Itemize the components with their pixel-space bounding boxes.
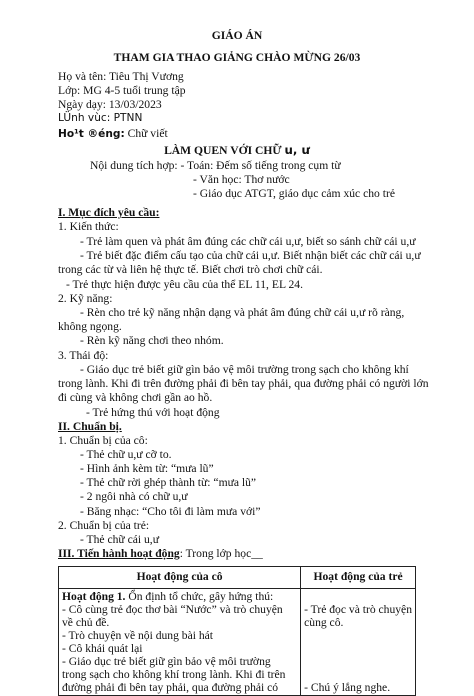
section-objectives-heading: I. Mục đích yêu cầu: (58, 206, 160, 219)
child-activity-cell (301, 589, 416, 696)
activity-line (58, 127, 168, 141)
skills-title: 2. Kỹ năng: (58, 292, 113, 305)
teacher-step-3: - Trò chuyện về nội dung bài hát (62, 629, 214, 642)
knowledge-line-4: - Trẻ thực hiện được yêu cầu của thể EL 11, EL 24. (66, 278, 303, 291)
skills-line-1: - Rèn cho trẻ kỹ năng nhận dạng và phát âm đúng chữ cái u,ư rõ ràng, (80, 306, 405, 319)
teacher-prep-item-5: - Băng nhạc: “Cho tôi đi làm mưa với” (80, 505, 261, 518)
teacher-prep-item-4: - 2 ngôi nhà có chữ u,ư (80, 490, 188, 503)
child-prep-title: 2. Chuẩn bị của trẻ: (58, 519, 150, 532)
attitude-line-4: - Trẻ hứng thú với hoạt động (86, 406, 220, 419)
class-info: Lớp: MG 4-5 tuổi trung tập (58, 84, 186, 97)
section-procedure-heading: III. Tiến hành hoạt động (58, 547, 180, 560)
activity-table (58, 566, 416, 696)
knowledge-title: 1. Kiến thức: (58, 220, 119, 233)
activity-label: Ho¹t ®éng: (58, 128, 125, 140)
document-title: GIÁO ÁN (211, 29, 263, 42)
document-subtitle: THAM GIA THAO GIẢNG CHÀO MỪNG 26/03 (113, 51, 361, 64)
teacher-prep-item-1: - Thẻ chữ u,ư cỡ to. (80, 448, 172, 461)
teacher-prep-title: 1. Chuẩn bị của cô: (58, 434, 148, 447)
teacher-prep-item-2: - Hình ảnh kèm từ: “mưa lũ” (80, 462, 214, 475)
integration-line-1: Nội dung tích hợp: - Toán: Đếm số tiếng trong cụm từ (90, 159, 341, 172)
teacher-step-2: về chủ đề. (62, 616, 110, 629)
teacher-step-4: - Cô khái quát lại (62, 642, 143, 655)
teacher-step-1: - Cô cùng trẻ đọc thơ bài “Nước” và trò chuyện (62, 603, 283, 616)
lesson-title (0, 144, 474, 157)
section-preparation-heading: II. Chuẩn bị. (58, 420, 122, 433)
table-header-row (59, 567, 416, 589)
knowledge-line-3: trong các từ và liên hệ thực tế. Biết chơi trò chơi chữ cái. (58, 263, 323, 276)
subject-field: LÜnh vùc: PTNN (58, 112, 143, 124)
teacher-prep-item-3: - Thẻ chữ rời ghép thành từ: “mưa lũ” (80, 476, 257, 489)
header-teacher-activity: Hoạt động của cô (59, 567, 301, 589)
activity-value: Chữ viết (124, 127, 168, 140)
child-prep-item-1: - Thẻ chữ cái u,ư (80, 533, 159, 546)
teacher-activity-cell (59, 589, 301, 696)
activity-1-title-rest: Ổn định tổ chức, gây hứng thú: (125, 590, 274, 603)
integration-line-2: - Văn học: Thơ nước (193, 173, 290, 186)
teacher-step-6: trong sạch cho không khí trong lành. Khi đi trên (62, 668, 286, 681)
table-row (59, 589, 416, 696)
header-child-activity: Hoạt động của trẻ (301, 567, 416, 589)
skills-line-2: không ngọng. (58, 320, 122, 333)
integration-line-3: - Giáo dục ATGT, giáo dục cảm xúc cho trẻ (193, 187, 395, 200)
teacher-step-5: - Giáo dục trẻ biết giữ gìn bảo vệ môi trường (62, 655, 271, 668)
child-step-2: cùng cô. (304, 616, 344, 629)
teacher-step-7: đường phải đi bên tay phải, qua đường phải có (62, 681, 279, 694)
attitude-line-2: trong lành. Khi đi trên đường phải đi bên tay phải, qua đường phải có người lớn (58, 377, 429, 390)
attitude-title: 3. Thái độ: (58, 349, 109, 362)
attitude-line-1: - Giáo dục trẻ biết giữ gìn bảo vệ môi trường trong sạch cho không khí (80, 363, 409, 376)
attitude-line-3: đi cùng và không chơi gần ao hồ. (58, 391, 213, 404)
knowledge-line-2: - Trẻ biết đặc điểm cấu tạo của chữ cái u,ư. Biết nhận biết các chữ cái u,ư (80, 249, 421, 262)
skills-line-3: - Rèn kỹ năng chơi theo nhóm. (80, 334, 224, 347)
child-step-3: - Chú ý lắng nghe. (304, 681, 391, 694)
procedure-place: : Trong lớp học__ (179, 547, 263, 560)
lesson-title-letters: u, ư (284, 143, 310, 157)
activity-1-label: Hoạt động 1. (62, 590, 126, 603)
section-procedure-line (58, 547, 263, 560)
teacher-name: Họ và tên: Tiêu Thị Vương (58, 70, 184, 83)
activity-1-title (62, 590, 297, 603)
knowledge-line-1: - Trẻ làm quen và phát âm đúng các chữ cái u,ư, biết so sánh chữ cái u,ư (80, 235, 416, 248)
teaching-date: Ngày dạy: 13/03/2023 (58, 98, 162, 111)
lesson-title-text: LÀM QUEN VỚI CHỮ (164, 144, 285, 157)
child-step-1: - Trẻ đọc và trò chuyện (304, 603, 412, 616)
